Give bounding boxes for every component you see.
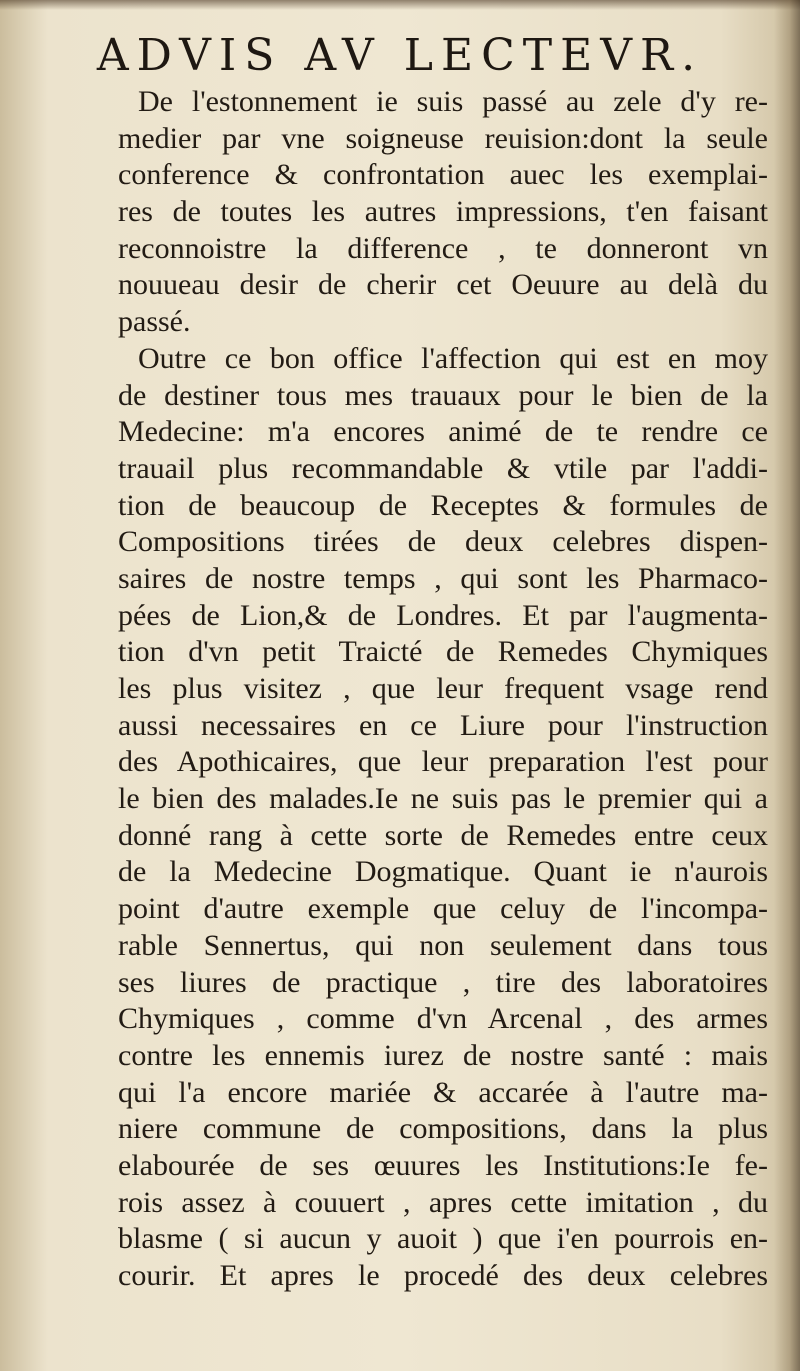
text-line: conference & confrontation auec les exemplai- (118, 158, 768, 192)
page-gutter-shadow (774, 0, 800, 1371)
text-line: saires de nostre temps , qui sont les Pharmaco- (118, 561, 768, 595)
text-line: de la Medecine Dogmatique. Quant ie n'aurois (118, 855, 768, 889)
text-line: courir. Et apres le procedé des deux celebres (118, 1259, 768, 1292)
text-line: Compositions tirées de deux celebres dispen- (118, 525, 768, 559)
text-line: aussi necessaires en ce Liure pour l'instruction (118, 708, 768, 742)
text-line: le bien des malades.Ie ne suis pas le premier qui a (118, 782, 768, 816)
text-line: tion d'vn petit Traicté de Remedes Chymiques (118, 635, 768, 669)
text-line: De l'estonnement ie suis passé au zele d'y re- (138, 85, 768, 118)
text-line: tion de beaucoup de Receptes & formules de (118, 488, 768, 522)
text-line: passé. (118, 305, 191, 339)
text-line: donné rang à cette sorte de Remedes entre ceux (118, 818, 768, 852)
text-line: contre les ennemis iurez de nostre santé : mais (118, 1038, 768, 1072)
page-top-shadow (0, 0, 800, 10)
text-line: qui l'a encore mariée & accarée à l'autre ma- (118, 1075, 768, 1109)
text-line: rable Sennertus, qui non seulement dans tous (118, 928, 768, 962)
text-line: trauail plus recommandable & vtile par l'addi- (118, 451, 768, 485)
body-text (118, 84, 768, 1295)
text-line: Chymiques , comme d'vn Arcenal , des armes (118, 1002, 768, 1036)
text-line: medier par vne soigneuse reuision:dont la seule (118, 121, 768, 155)
text-line: point d'autre exemple que celuy de l'incompa- (118, 892, 768, 926)
text-line: res de toutes les autres impressions, t'en faisant (118, 195, 768, 229)
text-line: blasme ( si aucun y auoit ) que i'en pourrois en- (118, 1222, 768, 1256)
text-line: pées de Lion,& de Londres. Et par l'augmenta- (118, 598, 768, 632)
text-line: elabourée de ses œuures les Institutions:Ie fe- (118, 1148, 768, 1182)
text-line: de destiner tous mes trauaux pour le bien de la (118, 378, 768, 412)
text-line: niere commune de compositions, dans la plus (118, 1112, 768, 1146)
text-line: Outre ce bon office l'affection qui est en moy (138, 341, 768, 375)
text-line: nouueau desir de cherir cet Oeuure au delà du (118, 268, 768, 302)
text-line: reconnoistre la difference , te donneront vn (118, 231, 768, 265)
text-line: rois assez à couuert , apres cette imitation , du (118, 1185, 768, 1219)
text-line: Medecine: m'a encores animé de te rendre ce (118, 415, 768, 449)
text-line: les plus visitez , que leur frequent vsage rend (118, 672, 768, 705)
text-line: des Apothicaires, que leur preparation l'est pour (118, 745, 768, 779)
page-title: ADVIS AV LECTEVR. (96, 30, 704, 81)
text-line: ses liures de practique , tire des laboratoires (118, 965, 768, 999)
